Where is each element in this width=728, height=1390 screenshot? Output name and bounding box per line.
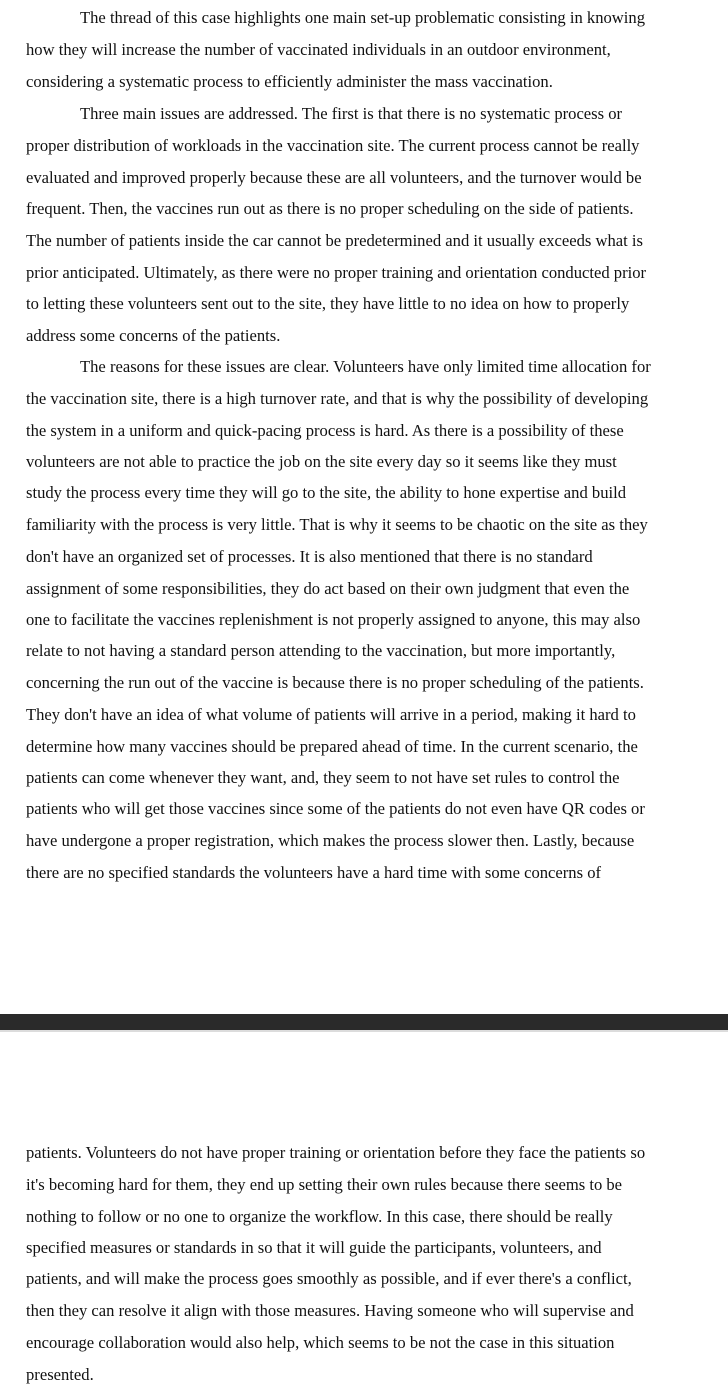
text-line: patients who will get those vaccines since some of the patients do not even have QR codes or [26, 799, 645, 818]
text-line: They don't have an idea of what volume of patients will arrive in a period, making it hard to [26, 705, 636, 724]
text-line: it's becoming hard for them, they end up setting their own rules because there seems to be [26, 1175, 623, 1194]
text-line: patients can come whenever they want, and, they seem to not have set rules to control the [26, 768, 620, 787]
text-line: address some concerns of the patients. [26, 326, 281, 345]
text-line: considering a systematic process to efficiently administer the mass vaccination. [26, 72, 553, 91]
text-line: study the process every time they will go to the site, the ability to hone expertise and build [26, 483, 627, 502]
text-line: Three main issues are addressed. The first is that there is no systematic process or [80, 104, 623, 123]
text-line: assignment of some responsibilities, they do act based on their own judgment that even the [26, 579, 630, 598]
text-line: volunteers are not able to practice the job on the site every day so it seems like they must [26, 452, 617, 471]
page-separator [0, 1014, 728, 1032]
text-line: to letting these volunteers sent out to the site, they have little to no idea on how to properly [26, 294, 630, 313]
text-line: frequent. Then, the vaccines run out as there is no proper scheduling on the side of patients. [26, 199, 634, 218]
text-line: nothing to follow or no one to organize the workflow. In this case, there should be really [26, 1207, 613, 1226]
text-line: proper distribution of workloads in the vaccination site. The current process cannot be really [26, 136, 640, 155]
text-line: don't have an organized set of processes. It is also mentioned that there is no standard [26, 547, 593, 566]
text-line: presented. [26, 1365, 94, 1384]
text-line: specified measures or standards in so that it will guide the participants, volunteers, and [26, 1238, 602, 1257]
text-line: concerning the run out of the vaccine is because there is no proper scheduling of the patients. [26, 673, 644, 692]
text-line: patients, and will make the process goes smoothly as possible, and if ever there's a conflict, [26, 1269, 632, 1288]
document-page-2 [0, 1032, 728, 1390]
text-line: determine how many vaccines should be prepared ahead of time. In the current scenario, the [26, 737, 638, 756]
text-line: one to facilitate the vaccines replenishment is not properly assigned to anyone, this may also [26, 610, 641, 629]
text-line: encourage collaboration would also help, which seems to be not the case in this situation [26, 1333, 615, 1352]
text-line: have undergone a proper registration, which makes the process slower then. Lastly, because [26, 831, 635, 850]
text-line: familiarity with the process is very little. That is why it seems to be chaotic on the site as they [26, 515, 648, 534]
text-line: the system in a uniform and quick-pacing process is hard. As there is a possibility of these [26, 421, 624, 440]
text-line: the vaccination site, there is a high turnover rate, and that is why the possibility of developing [26, 389, 649, 408]
text-line: there are no specified standards the volunteers have a hard time with some concerns of [26, 863, 602, 882]
text-line: prior anticipated. Ultimately, as there were no proper training and orientation conducted prior [26, 263, 647, 282]
text-line: how they will increase the number of vaccinated individuals in an outdoor environment, [26, 40, 611, 59]
text-line: The reasons for these issues are clear. Volunteers have only limited time allocation for [80, 357, 651, 376]
text-line: The number of patients inside the car cannot be predetermined and it usually exceeds what is [26, 231, 643, 250]
text-line: evaluated and improved properly because these are all volunteers, and the turnover would be [26, 168, 642, 187]
text-line: then they can resolve it align with those measures. Having someone who will supervise and [26, 1301, 634, 1320]
text-line: relate to not having a standard person attending to the vaccination, but more importantly, [26, 641, 616, 660]
text-line: The thread of this case highlights one main set-up problematic consisting in knowing [80, 8, 645, 27]
text-line: patients. Volunteers do not have proper training or orientation before they face the patients so [26, 1143, 646, 1162]
